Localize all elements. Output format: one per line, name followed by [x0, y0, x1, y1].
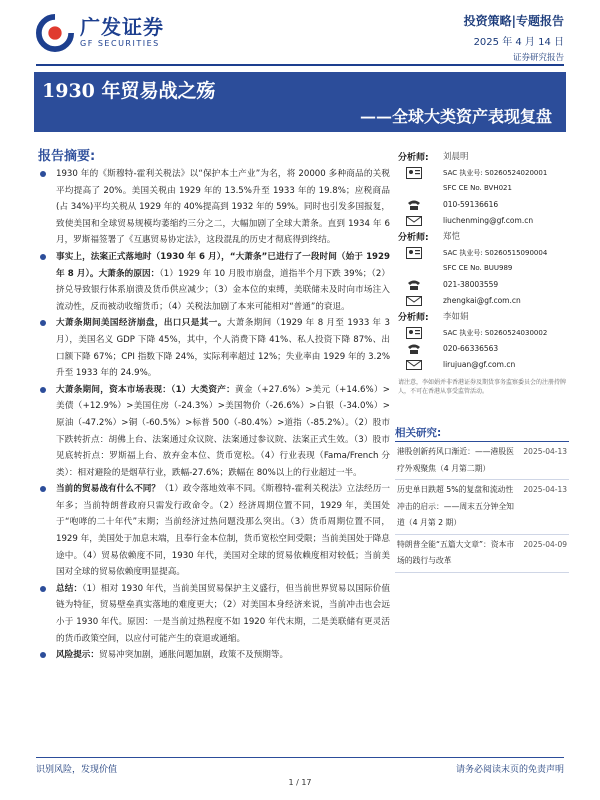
analyst-sfc: SFC CE No. BVH021: [443, 184, 512, 192]
related-item-title[interactable]: 港股创新药风口渐近：——港股医疗外观聚焦（4 月第二期）: [397, 447, 514, 473]
page-number: 1 / 17: [288, 778, 312, 787]
gf-logo-icon: [36, 14, 74, 52]
report-type: 投资策略|专题报告: [463, 14, 564, 28]
related-item[interactable]: [395, 535, 569, 573]
analyst-card: [398, 150, 568, 230]
footer-slogan: 识别风险，发现价值: [36, 765, 118, 775]
report-department: 证券研究报告: [512, 53, 564, 63]
abstract-bullet: 事实上，法案正式落地时（1930 年 6 月），“大萧条”已进行了一段时间（始于 1929 年 8 月）。大萧条的原因：（1）1929 年 10 月股市崩盘，道指半个月下跌 39%；（2）挤兑导致银行体系崩溃及货币供应减少；（3）金本位的束缚，美联储未及时向市场注入流动性，反而被动收缩货币；（4）关税法加剧了本来可能相对“普通”的衰退。: [38, 249, 390, 315]
phone-icon: [406, 199, 422, 211]
report-title: 1930 年贸易战之殇: [42, 80, 216, 102]
related-item-date: 2025-04-09: [523, 539, 567, 549]
analyst-label: 分析师:: [398, 153, 429, 163]
phone-icon: [406, 343, 422, 355]
id-card-icon: [406, 247, 422, 259]
report-header: [0, 0, 600, 68]
analyst-name: 刘晨明: [443, 152, 469, 162]
abstract-body: [38, 166, 390, 664]
logo-chinese-text: 广发证券: [80, 15, 164, 39]
header-divider: [36, 64, 564, 66]
abstract-bullet: 总结：（1）相对 1930 年代，当前美国贸易保护主义盛行，但当前世界贸易以国际价值链为特征，贸易壁垒真实落地的难度更大；（2）对美国本身经济来说，当前冲击也会远小于 1930 年代。原因：一是当前过热程度不如 1920 年代末期，二是美联储有更灵活的货币政策空间，以应付可能产生的衰退或通缩。: [38, 581, 390, 647]
abstract-bullet: 当前的贸易战有什么不同？（1）政令落地效率不同。《斯穆特-霍利关税法》立法经历一年多；当前特朗普政府只需发行政命令。（2）经济周期位置不同，1929 年，美国处于“咆哮的二十年代”末期；当前经济过热问题没那么突出。（3）货币周期位置不同，1929 年，美国处于加息末端，且奉行金本位制，货币宽松空间受限；当前美国处于降息途中。（4）贸易依赖度不同，1930 年代，美国对全球的贸易依赖度相对较低；当前美国对全球的贸易依赖度明显提高。: [38, 481, 390, 581]
report-date: 2025 年 4 月 14 日: [473, 37, 564, 48]
gf-securities-logo: [36, 14, 164, 52]
analyst-card: [398, 310, 568, 374]
analyst-sfc: SFC CE No. BUU989: [443, 264, 513, 272]
footer-disclaimer-note: 请务必阅读末页的免责声明: [455, 765, 564, 775]
abstract-heading: 报告摘要:: [38, 149, 96, 164]
footer-divider: [36, 757, 564, 758]
analyst-sac: SAC 执业号: S0260515090004: [443, 249, 548, 257]
id-card-icon: [406, 167, 422, 179]
analyst-name: 郑恺: [443, 232, 461, 242]
analyst-email: zhengkai@gf.com.cn: [443, 296, 521, 305]
related-item-title[interactable]: 历史单日跌超 5%的复盘和流动性冲击的启示：——周末五分钟全知道（4 月第 2 期）: [397, 485, 514, 527]
email-icon: [406, 295, 422, 307]
phone-icon: [406, 279, 422, 291]
title-banner: [34, 72, 566, 132]
related-item-date: 2025-04-13: [523, 485, 567, 494]
analyst-name: 李如娟: [443, 312, 469, 322]
abstract-bullet: 大萧条期间，资本市场表现：（1）大类资产：黄金（+27.6%）>美元（+14.6%）>美债（+12.9%）>美国住房（-24.3%）>美国物价（-26.6%）>白银（-34.0%）>原油（-47.2%）>铜（-60.5%）>标普 500（-80.4%）>道指（-85.2%）。（2）股市下跌转折点：胡佛上台、法案通过众议院、法案通过参议院、法案正式生效。（3）股市见底转折点：罗斯福上台、放弃金本位、货币宽松。（4）行业表现（Fama/French 分类）：相对避险的是烟草行业，跌幅-27.6%；跌幅在 80%以上的行业超过一半。: [38, 382, 390, 482]
analyst-label: 分析师:: [398, 313, 429, 323]
related-item-date: 2025-04-13: [523, 447, 567, 456]
analyst-phone: 021-38003559: [443, 280, 499, 289]
analyst-email: lirujuan@gf.com.cn: [443, 360, 516, 369]
analyst-card: [398, 230, 568, 310]
email-icon: [406, 215, 422, 227]
analyst-phone: 010-59136616: [443, 200, 499, 209]
analyst-sac: SAC 执业号: S0260524020001: [443, 169, 548, 177]
analyst-email: liuchenming@gf.com.cn: [443, 216, 534, 225]
analyst-phone: 020-66336563: [443, 344, 499, 353]
report-subtitle: ——全球大类资产表现复盘: [359, 107, 552, 126]
abstract-bullet: 大萧条期间美国经济崩盘，出口只是其一。大萧条期间（1929 年 8 月至 1933 年 3 月），美国名义 GDP 下降 45%，其中，个人消费下降 41%、私人投资下降 87%、出口额下降 67%；CPI 指数下降 24%，实际利率超过 12%；失业率由 1929 年的 3.2%升至 1933 年的 24.9%。: [38, 315, 390, 381]
related-item[interactable]: [395, 442, 569, 480]
logo-english-text: GF SECURITIES: [80, 39, 160, 48]
email-icon: [406, 359, 422, 371]
abstract-bullet: 1930 年的《斯穆特-霍利关税法》以“保护本土产业”为名，将 20000 多种商品的关税平均提高了 20%。美国关税由 1929 年的 13.5%升至 1933 年的 19.8%；应税商品(占 34%)平均关税从 1929 年的 40%提高到 1932 年的 59%。同时也引发多国报复，致使美国和全球贸易规模均萎缩约三分之二，大幅加剧了全球大萧条。直到 1934 年 6 月，罗斯福签署了《互惠贸易协定法》，这段混乱的历史才彻底得到终结。: [38, 166, 390, 249]
id-card-icon: [406, 327, 422, 339]
analyst-disclaimer: 请注意，李如娟并非香港证券及期货事务监察委员会的注册持牌人，不可在香港从事受监管活动。: [398, 379, 567, 395]
analyst-panel: [398, 150, 568, 396]
related-item[interactable]: [395, 480, 569, 535]
related-item-title[interactable]: 特朗普全能“五篇大文章”：资本市场的践行与改革: [397, 539, 515, 565]
analyst-sac: SAC 执业号: S0260524030002: [443, 329, 548, 337]
abstract-bullet: 风险提示：贸易冲突加剧，通胀问题加剧，政策不及预期等。: [38, 647, 390, 664]
related-research: [395, 425, 569, 573]
related-research-heading: 相关研究:: [395, 427, 442, 439]
analyst-label: 分析师:: [398, 233, 429, 243]
